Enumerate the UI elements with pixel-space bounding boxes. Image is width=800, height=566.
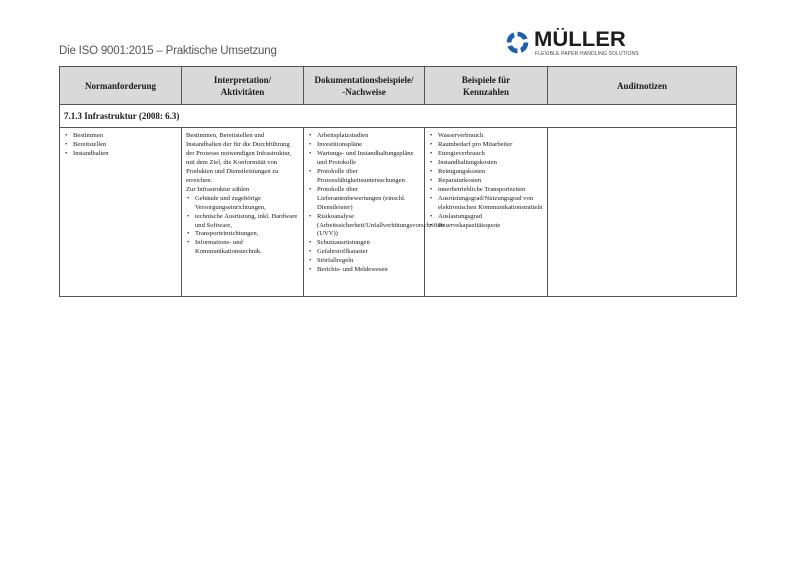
list-item: • Risikoanalyse (Arbeitssicherheit/Unfallverhütungsvorschriften (UVV)) <box>308 213 420 240</box>
list-item: • Instandhaltungskosten <box>429 159 543 168</box>
logo-wordmark: MÜLLER <box>534 28 626 51</box>
list-item: • Investitionspläne <box>308 141 420 150</box>
list-item: • Wasserverbrauch <box>429 132 543 141</box>
list-item: • Raumbedarf pro Mitarbeiter <box>429 141 543 150</box>
list-item: • Gefahrstoffkataster <box>308 248 420 257</box>
list-item: • Wartungs- und Instandhaltungspläne und Protokolle <box>308 150 420 168</box>
list-item: • Informations- und Kommunikationstechnik. <box>186 239 299 257</box>
list-item: • Energieverbrauch <box>429 150 543 159</box>
list-item: • Transporteinrichtungen, <box>186 230 299 239</box>
cell-dokumentation <box>304 128 445 297</box>
column-header-auditnotizen: Auditnotizen <box>548 67 737 105</box>
interpretation-intro: Bestimmen, Bereitstellen und Instandhalten der für die Durchführung der Prozesse notwendigen Infrastruktur, mit dem Ziel, die Konformität von Produkten und Dienstleistungen zu erreichen. <box>186 132 292 184</box>
column-header-interpretation: Interpretation/ Aktivitäten <box>182 67 304 105</box>
section-title: 7.1.3 Infrastruktur (2008: 6.3) <box>60 105 737 128</box>
cell-kennzahlen <box>425 128 548 297</box>
logo-tagline: FLEXIBLE PAPER HANDLING SOLUTIONS <box>535 51 639 57</box>
list-item: • Reinigungskosten <box>429 168 543 177</box>
list-item: • Reparaturkosten <box>429 177 543 186</box>
list-item: • technische Ausrüstung, inkl. Hardware und Software, <box>186 213 299 231</box>
list-item: • Protokolle über Lieferantenbewertungen (einschl. Dienstleister) <box>308 186 420 213</box>
company-logo <box>504 29 644 61</box>
list-item: • Schutzausrüstungen <box>308 239 420 248</box>
column-header-kennzahlen: Beispiele für Kennzahlen <box>425 67 548 105</box>
list-item: • Störfallregeln <box>308 257 420 266</box>
requirements-table <box>59 66 737 297</box>
list-item: • Ausrüstungsgrad/Nutzungsgrad von elektronischen Kommunikationsmitteln <box>429 195 543 213</box>
list-item: • Instandhalten <box>64 150 177 159</box>
list-item: • innerbetriebliche Transportzeiten <box>429 186 543 195</box>
list-item: • Gebäude und zugehörige Versorgungseinrichtungen, <box>186 195 299 213</box>
cell-auditnotizen[interactable] <box>548 128 737 297</box>
interpretation-subheading: Zur Infrastruktur zählen <box>186 185 250 193</box>
table-header-row <box>60 67 737 105</box>
list-item: • Auslastungsgrad <box>429 213 543 222</box>
muller-swirl-icon <box>504 29 531 56</box>
list-item: • Bereitstellen <box>64 141 177 150</box>
list-item: • Arbeitsplatzstudien <box>308 132 420 141</box>
cell-interpretation <box>182 128 304 297</box>
list-item: • Bestimmen <box>64 132 177 141</box>
list-item: • Reservekapazitätsquote <box>429 222 543 231</box>
list-item: • Protokolle über Prozessfähigkeitsuntersuchungen <box>308 168 420 186</box>
cell-normanforderung <box>60 128 182 297</box>
column-header-normanforderung: Normanforderung <box>60 67 182 105</box>
section-row <box>60 105 737 128</box>
table-row <box>60 128 737 297</box>
column-header-dokumentation: Dokumentationsbeispiele/ -Nachweise <box>304 67 425 105</box>
document-title: Die ISO 9001:2015 – Praktische Umsetzung <box>59 45 277 57</box>
list-item: • Berichts- und Meldewesen <box>308 266 420 275</box>
